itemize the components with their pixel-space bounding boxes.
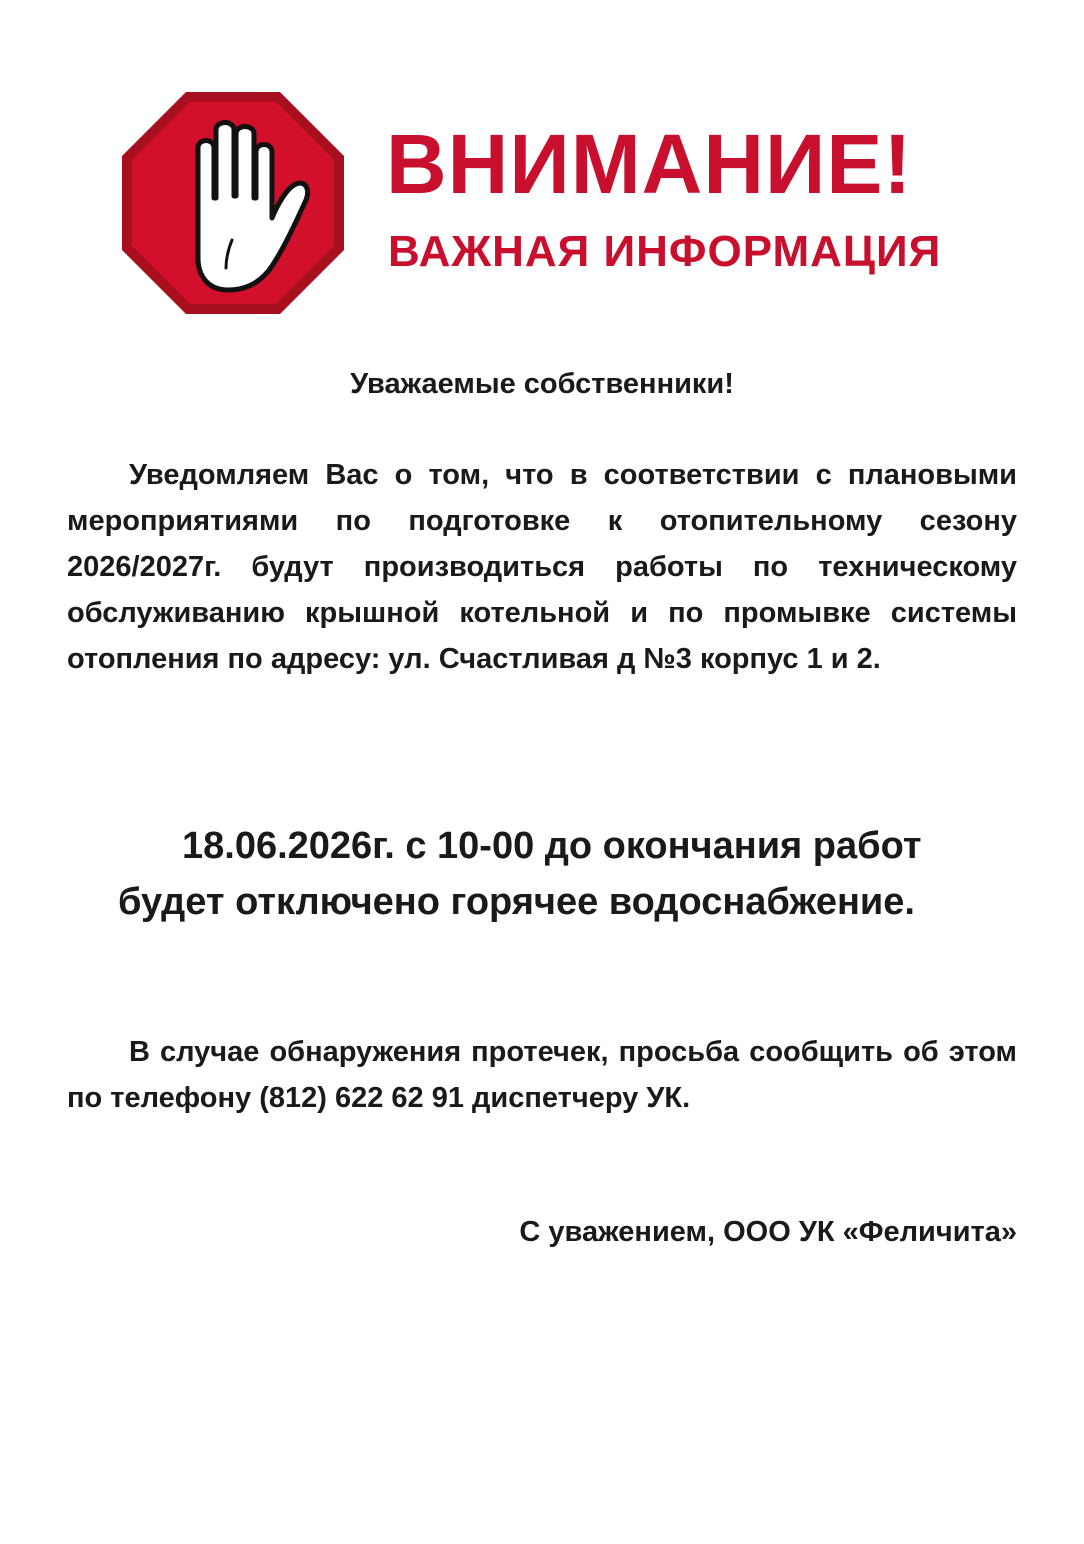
maintenance-paragraph: Уведомляем Вас о том, что в соответствии с плановыми мероприятиями по подготовке к отопительному сезону 2026/2027г. будут производиться работы по техническому обслуживанию крышной котельной и по промывке системы отопления по адресу: ул. Счастливая д №3 корпус 1 и 2.	[67, 459, 1017, 675]
stop-hand-icon	[120, 90, 346, 316]
headline: ВНИМАНИЕ!	[386, 117, 913, 211]
signature: С уважением, ООО УК «Феличита»	[519, 1216, 1017, 1248]
outage-notice-line: 18.06.2026г. с 10-00 до окончания работ	[182, 825, 922, 867]
outage-notice	[0, 818, 1084, 930]
warning-header	[60, 60, 1010, 360]
outage-notice-line: будет отключено горячее водоснабжение.	[118, 881, 915, 923]
subheadline: ВАЖНАЯ ИНФОРМАЦИЯ	[388, 227, 942, 276]
leak-report-paragraph: В случае обнаружения протечек, просьба сообщить об этом по телефону (812) 622 62 91 диспетчеру УК.	[67, 1036, 1017, 1114]
greeting: Уважаемые собственники!	[350, 368, 734, 400]
